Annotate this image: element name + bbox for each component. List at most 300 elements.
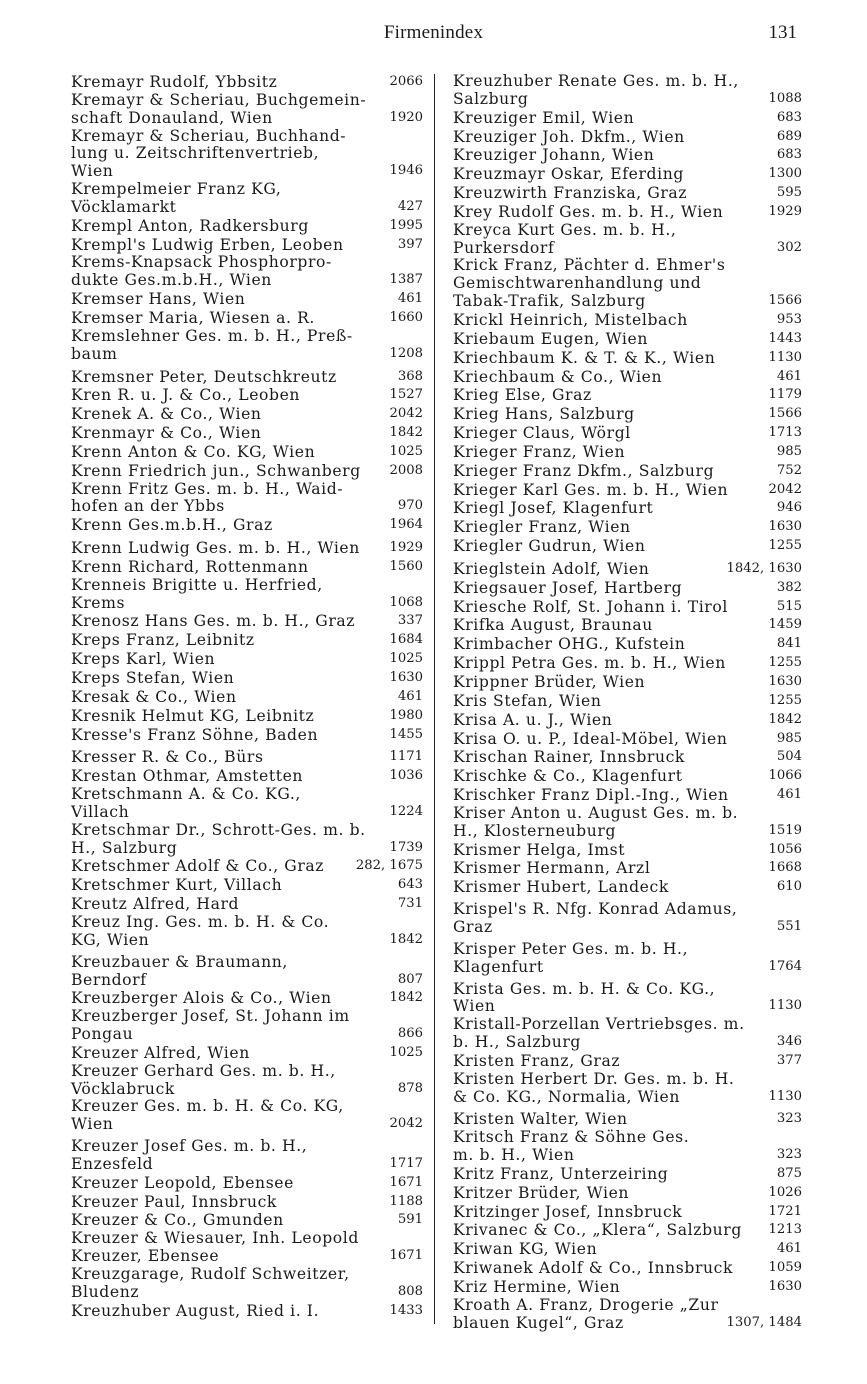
entry-name: Kresnik Helmut KG, Leibnitz bbox=[71, 706, 315, 725]
entry-name: Kretschmer Kurt, Villach bbox=[71, 876, 283, 895]
entry-name: Kriechbaum & Co., Wien bbox=[453, 367, 663, 386]
entry-page-ref: 2042 bbox=[389, 406, 423, 422]
index-entry bbox=[71, 650, 423, 669]
entry-page-ref: 1433 bbox=[389, 1302, 423, 1318]
index-entry bbox=[453, 184, 802, 203]
index-entry bbox=[71, 443, 423, 462]
entry-name: Kresser R. & Co., Bürs bbox=[71, 748, 264, 767]
entry-page-ref: 2042 bbox=[768, 481, 802, 497]
entry-name: Kritz Franz, Unterzeiring bbox=[453, 1164, 669, 1183]
index-entry bbox=[453, 146, 802, 165]
entry-page-ref: 1630 bbox=[768, 519, 802, 535]
index-entry bbox=[71, 405, 423, 424]
entry-page-ref: 504 bbox=[776, 749, 802, 765]
index-entry bbox=[453, 711, 802, 730]
index-entry bbox=[71, 558, 423, 577]
index-entry bbox=[71, 1044, 423, 1063]
entry-name: Kriegler Franz, Wien bbox=[453, 518, 631, 537]
entry-name: Krenn Fritz Ges. m. b. H., Waid- hofen an der Ybbs bbox=[71, 479, 344, 516]
entry-page-ref: 461 bbox=[397, 291, 423, 307]
entry-name: Krispel's R. Nfg. Konrad Adamus, Graz bbox=[453, 900, 738, 936]
entry-page-ref: 1842, 1630 bbox=[726, 560, 802, 576]
entry-name: Kriwan KG, Wien bbox=[453, 1240, 598, 1259]
entry-name: Krenneis Brigitte u. Herfried, Krems bbox=[71, 575, 323, 612]
entry-page-ref: 1130 bbox=[768, 998, 802, 1014]
entry-page-ref: 1713 bbox=[768, 425, 802, 441]
entry-name: Krenmayr & Co., Wien bbox=[71, 424, 262, 443]
entry-name: Kremayr & Scheriau, Buchhand- lung u. Zeitschriftenvertrieb, Wien bbox=[71, 126, 347, 181]
entry-name: Krisper Peter Ges. m. b. H., Klagenfurt bbox=[453, 939, 689, 976]
index-entry bbox=[71, 1230, 423, 1266]
index-entry bbox=[71, 92, 423, 128]
index-entry bbox=[453, 481, 802, 500]
index-entry bbox=[453, 368, 802, 387]
index-entry bbox=[71, 688, 423, 707]
entry-name: Krieger Franz Dkfm., Salzburg bbox=[453, 461, 715, 480]
entry-name: Kreuzer & Co., Gmunden bbox=[71, 1211, 284, 1230]
entry-page-ref: 1208 bbox=[389, 345, 423, 361]
entry-page-ref: 1842 bbox=[389, 931, 423, 947]
entry-page-ref: 2008 bbox=[389, 462, 423, 478]
index-entry bbox=[71, 1174, 423, 1193]
entry-page-ref: 1171 bbox=[389, 749, 423, 765]
index-entry bbox=[71, 1063, 423, 1099]
index-entry bbox=[453, 1240, 802, 1259]
entry-name: Krischan Rainer, Innsbruck bbox=[453, 748, 685, 767]
entry-page-ref: 1130 bbox=[768, 349, 802, 365]
entry-page-ref: 2042 bbox=[389, 1116, 423, 1132]
index-entry bbox=[453, 635, 802, 654]
index-entry bbox=[71, 539, 423, 558]
index-entry bbox=[453, 1259, 802, 1278]
index-entry bbox=[453, 73, 802, 109]
entry-page-ref: 1068 bbox=[389, 594, 423, 610]
entry-page-ref: 1684 bbox=[389, 632, 423, 648]
entry-page-ref: 1739 bbox=[389, 839, 423, 855]
entry-page-ref: 1671 bbox=[389, 1248, 423, 1264]
entry-page-ref: 461 bbox=[776, 787, 802, 803]
page-title: Firmenindex bbox=[383, 22, 484, 43]
index-entry bbox=[71, 669, 423, 688]
entry-name: Kreuzer Alfred, Wien bbox=[71, 1043, 250, 1062]
index-entry bbox=[453, 654, 802, 673]
entry-name: Krenn Ges.m.b.H., Graz bbox=[71, 516, 273, 535]
entry-page-ref: 1213 bbox=[768, 1222, 802, 1238]
entry-page-ref: 427 bbox=[397, 198, 423, 214]
index-entry bbox=[71, 386, 423, 405]
entry-page-ref: 1560 bbox=[389, 558, 423, 574]
index-entry bbox=[71, 290, 423, 309]
entry-page-ref: 1566 bbox=[768, 406, 802, 422]
entry-page-ref: 985 bbox=[776, 443, 802, 459]
entry-name: Kresse's Franz Söhne, Baden bbox=[71, 725, 319, 744]
entry-name: Krenn Anton & Co. KG, Wien bbox=[71, 442, 316, 461]
right-column bbox=[453, 73, 802, 1333]
index-entry bbox=[453, 537, 802, 556]
index-entry bbox=[453, 424, 802, 443]
index-entry bbox=[71, 217, 423, 236]
entry-page-ref: 1566 bbox=[768, 293, 802, 309]
entry-page-ref: 377 bbox=[776, 1052, 802, 1068]
index-entry bbox=[71, 254, 423, 290]
entry-name: Kreuziger Joh. Dkfm., Wien bbox=[453, 127, 685, 146]
entry-name: Kriwanek Adolf & Co., Innsbruck bbox=[453, 1259, 734, 1278]
index-entry bbox=[71, 309, 423, 328]
index-entry bbox=[71, 895, 423, 914]
entry-name: Kremayr Rudolf, Ybbsitz bbox=[71, 73, 278, 91]
entry-page-ref: 1026 bbox=[768, 1184, 802, 1200]
index-entry bbox=[71, 181, 423, 217]
index-entry bbox=[71, 1008, 423, 1044]
entry-page-ref: 808 bbox=[397, 1283, 423, 1299]
entry-page-ref: 1255 bbox=[768, 692, 802, 708]
entry-page-ref: 1630 bbox=[389, 670, 423, 685]
entry-name: Krismer Hubert, Landeck bbox=[453, 878, 669, 897]
entry-page-ref: 1025 bbox=[389, 1044, 423, 1060]
index-entry bbox=[453, 673, 802, 692]
column-divider bbox=[434, 74, 435, 1324]
entry-name: Krisa O. u. P., Ideal-Möbel, Wien bbox=[453, 729, 728, 748]
index-entry bbox=[453, 786, 802, 805]
entry-name: Kristen Franz, Graz bbox=[453, 1051, 621, 1070]
index-entry bbox=[453, 165, 802, 184]
entry-page-ref: 1630 bbox=[768, 1279, 802, 1294]
entry-page-ref: 1764 bbox=[768, 958, 802, 974]
entry-name: Krey Rudolf Ges. m. b. H., Wien bbox=[453, 202, 724, 221]
entry-page-ref: 807 bbox=[397, 971, 423, 987]
index-entry bbox=[453, 499, 802, 518]
entry-name: Kren R. u. J. & Co., Leoben bbox=[71, 386, 301, 405]
index-entry bbox=[71, 857, 423, 876]
entry-page-ref: 953 bbox=[776, 311, 802, 327]
entry-page-ref: 1842 bbox=[768, 711, 802, 727]
entry-page-ref: 970 bbox=[397, 498, 423, 514]
index-entry bbox=[71, 462, 423, 481]
entry-page-ref: 1717 bbox=[389, 1155, 423, 1171]
entry-page-ref: 397 bbox=[397, 236, 423, 252]
entry-page-ref: 1255 bbox=[768, 655, 802, 671]
entry-page-ref: 1056 bbox=[768, 841, 802, 857]
index-entry bbox=[453, 311, 802, 330]
entry-name: Krenn Richard, Rottenmann bbox=[71, 557, 309, 576]
entry-name: Kristen Walter, Wien bbox=[453, 1110, 628, 1129]
entry-page-ref: 946 bbox=[776, 500, 802, 516]
index-entry bbox=[453, 1297, 802, 1333]
entry-name: Kremser Maria, Wiesen a. R. bbox=[71, 308, 315, 327]
entry-page-ref: 461 bbox=[776, 1241, 802, 1257]
entry-page-ref: 1842 bbox=[389, 990, 423, 1006]
entry-page-ref: 875 bbox=[776, 1165, 802, 1181]
entry-name: Kristen Herbert Dr. Ges. m. b. H. & Co. KG., Normalia, Wien bbox=[453, 1069, 735, 1106]
entry-name: Kremsner Peter, Deutschkreutz bbox=[71, 367, 337, 386]
entry-name: Krems-Knapsack Phosphorpro- dukte Ges.m.b.H., Wien bbox=[71, 253, 332, 290]
index-entry bbox=[453, 859, 802, 878]
entry-name: Kriesche Rolf, St. Johann i. Tirol bbox=[453, 597, 728, 616]
entry-page-ref: 515 bbox=[776, 598, 802, 614]
entry-name: Kreps Franz, Leibnitz bbox=[71, 631, 255, 650]
entry-name: Kritzer Brüder, Wien bbox=[453, 1183, 630, 1202]
entry-name: Kris Stefan, Wien bbox=[453, 691, 602, 710]
entry-name: Kritzinger Josef, Innsbruck bbox=[453, 1202, 683, 1221]
entry-name: Kriser Anton u. August Ges. m. b. H., Klosterneuburg bbox=[453, 803, 739, 840]
entry-name: Krippl Petra Ges. m. b. H., Wien bbox=[453, 654, 726, 673]
index-entry bbox=[71, 1302, 423, 1321]
entry-page-ref: 323 bbox=[776, 1147, 802, 1163]
entry-page-ref: 610 bbox=[776, 879, 802, 895]
index-entry bbox=[453, 462, 802, 481]
entry-page-ref: 683 bbox=[776, 147, 802, 163]
entry-name: Krieger Karl Ges. m. b. H., Wien bbox=[453, 480, 729, 499]
entry-page-ref: 1929 bbox=[768, 203, 802, 219]
entry-name: Kretschmann A. & Co. KG., Villach bbox=[71, 785, 301, 821]
index-entry bbox=[453, 560, 802, 579]
index-entry bbox=[453, 1203, 802, 1222]
entry-name: Kreuzer Gerhard Ges. m. b. H., Vöcklabruck bbox=[71, 1061, 336, 1098]
index-entry bbox=[71, 516, 423, 535]
index-entry bbox=[453, 222, 802, 258]
entry-name: Kreuzwirth Franziska, Graz bbox=[453, 184, 688, 203]
index-entry bbox=[71, 822, 423, 858]
index-entry bbox=[453, 203, 802, 222]
entry-page-ref: 1387 bbox=[389, 272, 423, 288]
entry-page-ref: 985 bbox=[776, 730, 802, 746]
entry-name: Krischke & Co., Klagenfurt bbox=[453, 767, 683, 786]
left-column bbox=[71, 73, 423, 1321]
entry-page-ref: 689 bbox=[776, 128, 802, 144]
index-entry bbox=[453, 257, 802, 311]
entry-page-ref: 1307, 1484 bbox=[726, 1314, 802, 1330]
entry-name: Krestan Othmar, Amstetten bbox=[71, 767, 304, 786]
entry-name: Krickl Heinrich, Mistelbach bbox=[453, 310, 688, 329]
entry-page-ref: 752 bbox=[776, 462, 802, 478]
index-entry bbox=[71, 767, 423, 786]
index-entry bbox=[71, 989, 423, 1008]
entry-name: Kriechbaum K. & T. & K., Wien bbox=[453, 348, 716, 367]
entry-name: Kristall-Porzellan Vertriebsges. m. b. H., Salzburg bbox=[453, 1015, 745, 1052]
entry-name: Krifka August, Braunau bbox=[453, 616, 653, 635]
entry-name: Kremayr & Scheriau, Buchgemein- schaft Donauland, Wien bbox=[71, 90, 367, 127]
page-number: 131 bbox=[768, 22, 797, 43]
entry-page-ref: 1036 bbox=[389, 768, 423, 784]
entry-page-ref: 461 bbox=[776, 368, 802, 384]
entry-page-ref: 1995 bbox=[389, 217, 423, 233]
entry-page-ref: 1964 bbox=[389, 517, 423, 533]
index-entry bbox=[71, 73, 423, 92]
entry-page-ref: 1929 bbox=[389, 540, 423, 556]
index-entry bbox=[453, 330, 802, 349]
index-entry bbox=[453, 1129, 802, 1165]
entry-page-ref: 1188 bbox=[389, 1193, 423, 1209]
index-entry bbox=[71, 748, 423, 767]
index-entry bbox=[453, 349, 802, 368]
entry-page-ref: 1630 bbox=[768, 674, 802, 689]
entry-page-ref: 1660 bbox=[389, 309, 423, 325]
index-entry bbox=[453, 443, 802, 462]
entry-page-ref: 1721 bbox=[768, 1203, 802, 1219]
index-entry bbox=[71, 424, 423, 443]
entry-name: Kremslehner Ges. m. b. H., Preß- baum bbox=[71, 326, 353, 363]
index-entry bbox=[71, 1098, 423, 1134]
entry-name: Kreuziger Emil, Wien bbox=[453, 108, 635, 127]
entry-name: Kriegl Josef, Klagenfurt bbox=[453, 499, 654, 518]
entry-page-ref: 1671 bbox=[389, 1174, 423, 1190]
entry-name: Kreuzmayr Oskar, Eferding bbox=[453, 165, 684, 184]
index-entry bbox=[71, 577, 423, 613]
entry-name: Kreuzgarage, Rudolf Schweitzer, Bludenz bbox=[71, 1265, 350, 1301]
index-entry bbox=[453, 128, 802, 147]
index-entry bbox=[71, 786, 423, 822]
entry-page-ref: 731 bbox=[397, 896, 423, 912]
entry-name: Krempelmeier Franz KG, Vöcklamarkt bbox=[71, 180, 282, 216]
index-entry bbox=[71, 368, 423, 387]
entry-name: Kreuzer Josef Ges. m. b. H., Enzesfeld bbox=[71, 1137, 308, 1173]
entry-page-ref: 1255 bbox=[768, 538, 802, 554]
index-entry bbox=[453, 616, 802, 635]
index-entry bbox=[453, 598, 802, 617]
entry-page-ref: 841 bbox=[776, 636, 802, 652]
entry-page-ref: 1920 bbox=[389, 109, 423, 125]
entry-page-ref: 337 bbox=[397, 613, 423, 629]
index-entry bbox=[71, 481, 423, 517]
entry-page-ref: 1179 bbox=[768, 387, 802, 403]
entry-name: Krivanec & Co., „Klera“, Salzburg bbox=[453, 1221, 742, 1240]
index-entry bbox=[453, 386, 802, 405]
entry-name: Kreuzer Leopold, Ebensee bbox=[71, 1173, 294, 1192]
entry-name: Kreuziger Johann, Wien bbox=[453, 146, 655, 165]
index-entry bbox=[71, 236, 423, 255]
index-entry bbox=[453, 692, 802, 711]
entry-name: Krista Ges. m. b. H. & Co. KG., Wien bbox=[453, 979, 716, 1016]
index-entry bbox=[71, 1138, 423, 1174]
index-entry bbox=[71, 1211, 423, 1230]
index-entry bbox=[453, 1052, 802, 1071]
entry-name: Kriz Hermine, Wien bbox=[453, 1278, 621, 1296]
entry-page-ref: 866 bbox=[397, 1026, 423, 1042]
entry-name: Krenn Friedrich jun., Schwanberg bbox=[71, 461, 361, 480]
entry-name: Krieg Else, Graz bbox=[453, 386, 592, 405]
entry-name: Krismer Hermann, Arzl bbox=[453, 859, 651, 878]
entry-page-ref: 878 bbox=[397, 1080, 423, 1096]
index-entry bbox=[453, 941, 802, 977]
entry-name: Kretschmar Dr., Schrott-Ges. m. b. H., Salzburg bbox=[71, 820, 366, 857]
index-entry bbox=[71, 707, 423, 726]
entry-name: Kroath A. Franz, Drogerie „Zur blauen Kugel“, Graz bbox=[453, 1295, 719, 1332]
entry-page-ref: 382 bbox=[776, 579, 802, 595]
entry-name: Kreyca Kurt Ges. m. b. H., Purkersdorf bbox=[453, 220, 677, 257]
entry-name: Krenosz Hans Ges. m. b. H., Graz bbox=[71, 612, 356, 631]
entry-page-ref: 1946 bbox=[389, 163, 423, 179]
entry-name: Kriegsauer Josef, Hartberg bbox=[453, 578, 683, 597]
entry-page-ref: 1088 bbox=[768, 90, 802, 106]
page-header bbox=[0, 22, 867, 50]
entry-name: Krismer Helga, Imst bbox=[453, 840, 626, 859]
entry-page-ref: 1459 bbox=[768, 617, 802, 633]
entry-page-ref: 1443 bbox=[768, 330, 802, 346]
entry-page-ref: 683 bbox=[776, 109, 802, 125]
entry-page-ref: 643 bbox=[397, 877, 423, 893]
index-entry bbox=[453, 767, 802, 786]
index-entry bbox=[71, 1193, 423, 1212]
entry-name: Kreps Karl, Wien bbox=[71, 650, 216, 669]
entry-page-ref: 551 bbox=[776, 918, 802, 934]
entry-name: Kreps Stefan, Wien bbox=[71, 669, 235, 687]
index-entry bbox=[453, 405, 802, 424]
index-entry bbox=[453, 1071, 802, 1107]
entry-name: Kreuzbauer & Braumann, Berndorf bbox=[71, 952, 288, 989]
index-entry bbox=[453, 841, 802, 860]
index-entry bbox=[453, 748, 802, 767]
index-entry bbox=[453, 1184, 802, 1203]
index-entry bbox=[71, 914, 423, 950]
entry-name: Krisa A. u. J., Wien bbox=[453, 710, 613, 729]
entry-name: Kreuzer Paul, Innsbruck bbox=[71, 1192, 277, 1211]
entry-page-ref: 1842 bbox=[389, 425, 423, 441]
entry-name: Kreuz Ing. Ges. m. b. H. & Co. KG, Wien bbox=[71, 912, 330, 949]
entry-page-ref: 1527 bbox=[389, 387, 423, 403]
entry-name: Kreuzer & Wiesauer, Inh. Leopold Kreuzer, Ebensee bbox=[71, 1229, 359, 1266]
entry-name: Krieglstein Adolf, Wien bbox=[453, 559, 650, 578]
entry-page-ref: 323 bbox=[776, 1111, 802, 1127]
entry-page-ref: 1130 bbox=[768, 1088, 802, 1104]
entry-page-ref: 461 bbox=[397, 688, 423, 704]
entry-name: Kreuzberger Alois & Co., Wien bbox=[71, 989, 332, 1008]
entry-name: Krenn Ludwig Ges. m. b. H., Wien bbox=[71, 539, 360, 558]
entry-name: Kretschmer Adolf & Co., Graz bbox=[71, 857, 325, 876]
index-entry bbox=[453, 981, 802, 1017]
entry-name: Kresak & Co., Wien bbox=[71, 687, 237, 706]
entry-name: Kreuzhuber Renate Ges. m. b. H., Salzburg bbox=[453, 72, 739, 108]
index-entry bbox=[453, 901, 802, 937]
entry-page-ref: 1668 bbox=[768, 860, 802, 876]
entry-name: Kreutz Alfred, Hard bbox=[71, 895, 240, 914]
index-entry bbox=[453, 878, 802, 897]
entry-page-ref: 1059 bbox=[768, 1260, 802, 1276]
entry-name: Krick Franz, Pächter d. Ehmer's Gemischtwarenhandlung und Tabak-Trafik, Salzburg bbox=[453, 256, 726, 311]
entry-name: Krieg Hans, Salzburg bbox=[453, 405, 635, 424]
entry-page-ref: 1224 bbox=[389, 803, 423, 819]
entry-name: Kreuzhuber August, Ried i. I. bbox=[71, 1301, 320, 1320]
entry-page-ref: 368 bbox=[397, 368, 423, 384]
index-entry bbox=[71, 876, 423, 895]
entry-name: Kremser Hans, Wien bbox=[71, 290, 246, 309]
index-entry bbox=[71, 612, 423, 631]
entry-page-ref: 1300 bbox=[768, 166, 802, 182]
index-entry bbox=[453, 109, 802, 128]
entry-name: Krempl's Ludwig Erben, Leoben bbox=[71, 235, 344, 254]
index-entry bbox=[453, 1278, 802, 1297]
index-entry bbox=[453, 805, 802, 841]
entry-name: Krieger Claus, Wörgl bbox=[453, 424, 631, 443]
entry-name: Kritsch Franz & Söhne Ges. m. b. H., Wien bbox=[453, 1128, 690, 1165]
index-entry bbox=[71, 328, 423, 364]
entry-name: Kriebaum Eugen, Wien bbox=[453, 329, 648, 348]
entry-name: Krischker Franz Dipl.-Ing., Wien bbox=[453, 786, 729, 805]
entry-page-ref: 1025 bbox=[389, 651, 423, 667]
index-entry bbox=[453, 1221, 802, 1240]
entry-name: Krieger Franz, Wien bbox=[453, 442, 626, 461]
index-entry bbox=[453, 579, 802, 598]
index-entry bbox=[453, 1016, 802, 1052]
entry-page-ref: 1980 bbox=[389, 707, 423, 723]
index-entry bbox=[453, 1110, 802, 1129]
entry-name: Kreuzer Ges. m. b. H. & Co. KG, Wien bbox=[71, 1097, 344, 1134]
entry-name: Krempl Anton, Radkersburg bbox=[71, 216, 309, 235]
entry-page-ref: 591 bbox=[397, 1212, 423, 1228]
index-entry bbox=[71, 954, 423, 990]
entry-page-ref: 302 bbox=[776, 239, 802, 255]
index-entry bbox=[71, 631, 423, 650]
entry-page-ref: 1519 bbox=[768, 822, 802, 838]
